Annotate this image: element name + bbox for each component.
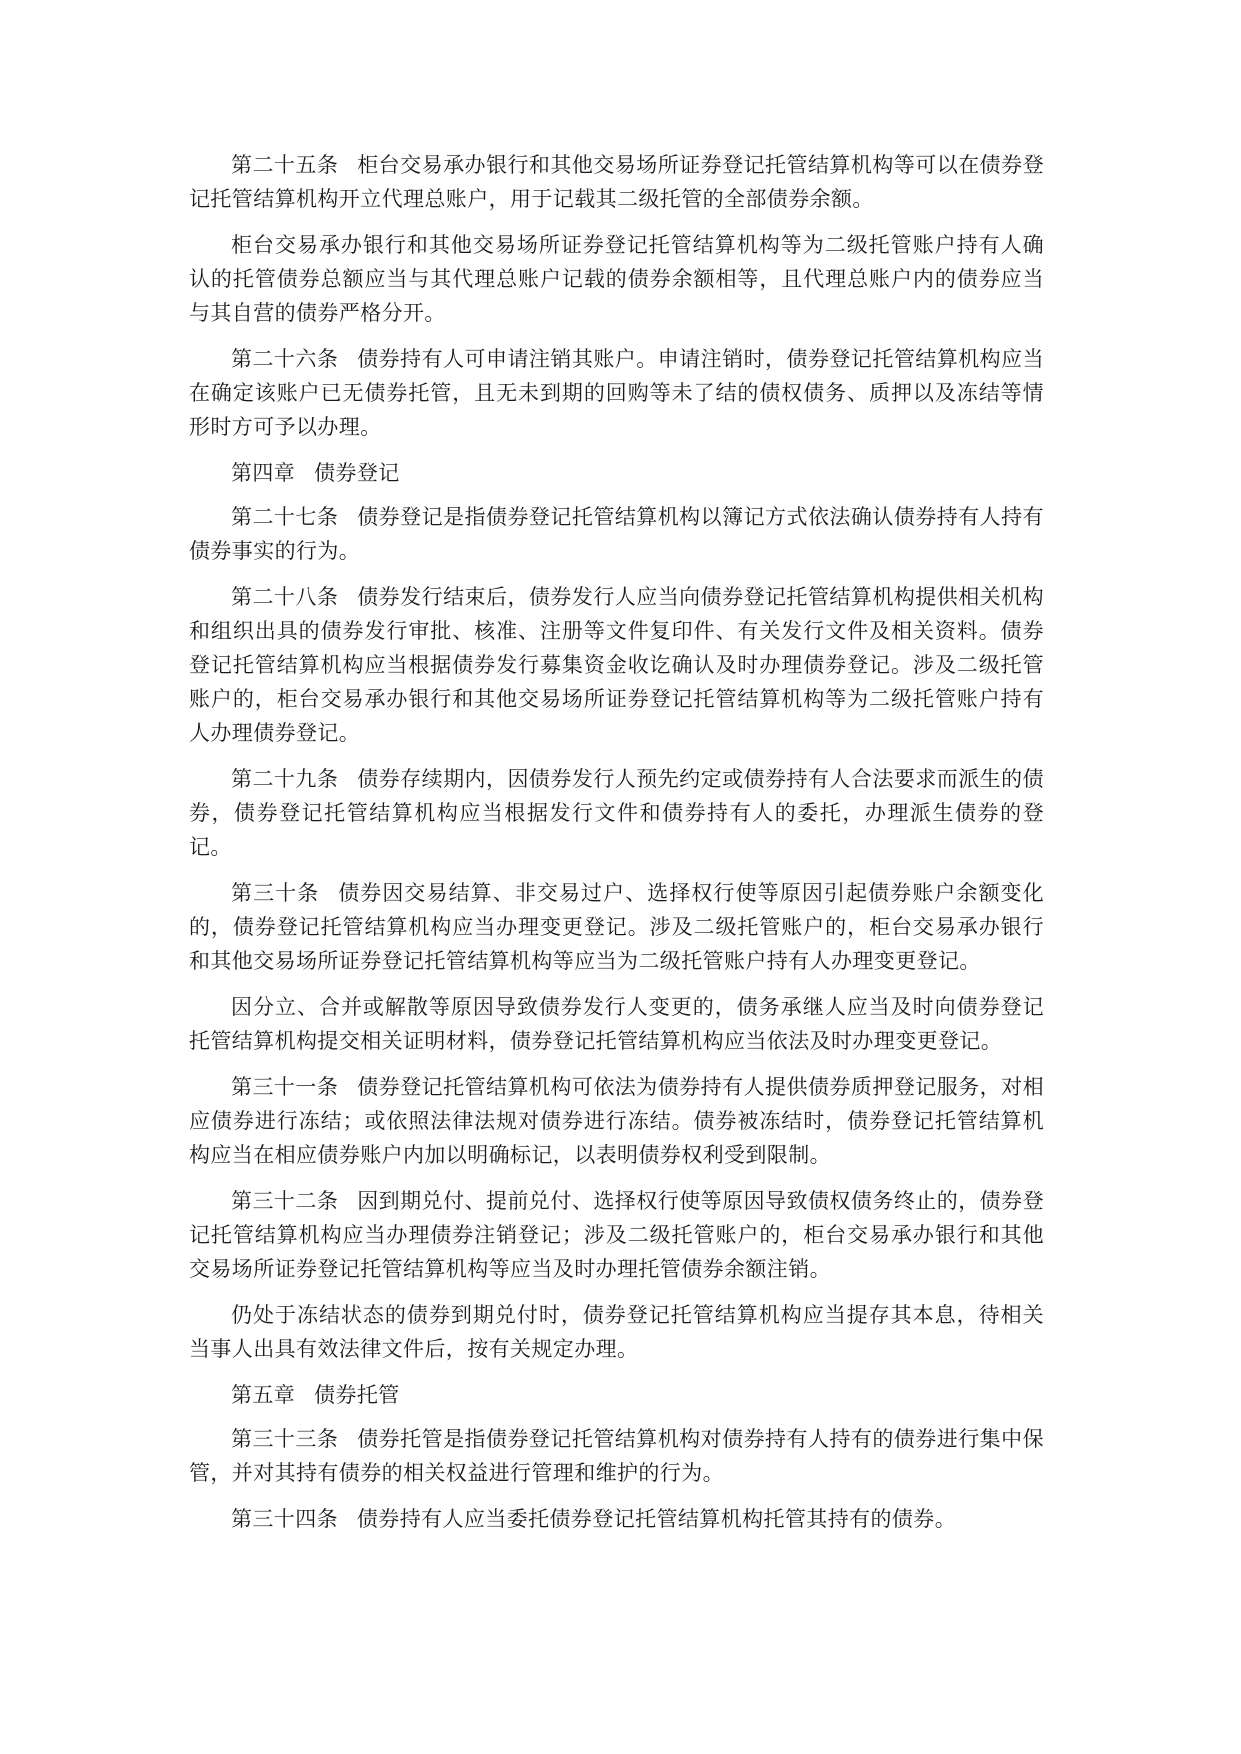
article-label: 第三十四条 <box>231 1507 338 1531</box>
paragraph <box>189 876 1044 978</box>
chapter-title: 债券托管 <box>314 1383 400 1407</box>
paragraph-text: 仍处于冻结状态的债券到期兑付时，债券登记托管结算机构应当提存其本息，待相关当事人出具有效法律文件后，按有关规定办理。 <box>189 1303 1044 1361</box>
paragraph-text: 债券托管是指债券登记托管结算机构对债券持有人持有的债券进行集中保管，并对其持有债券的相关权益进行管理和维护的行为。 <box>189 1427 1045 1485</box>
paragraph-text: 因到期兑付、提前兑付、选择权行使等原因导致债权债务终止的，债券登记托管结算机构应当办理债券注销登记；涉及二级托管账户的，柜台交易承办银行和其他交易场所证券登记托管结算机构等应当及时办理托管债券余额注销。 <box>189 1189 1045 1281</box>
article-label: 第二十七条 <box>231 505 339 529</box>
paragraph <box>189 1422 1044 1490</box>
chapter-heading <box>189 1378 1044 1412</box>
paragraph-text: 债券登记是指债券登记托管结算机构以簿记方式依法确认债券持有人持有债券事实的行为。 <box>189 505 1045 563</box>
chapter-heading <box>189 456 1044 490</box>
chapter-label: 第四章 <box>231 461 296 485</box>
article-label: 第三十条 <box>231 881 320 905</box>
paragraph-text: 柜台交易承办银行和其他交易场所证券登记托管结算机构等为二级托管账户持有人确认的托管债券总额应当与其代理总账户记载的债券余额相等，且代理总账户内的债券应当与其自营的债券严格分开。 <box>189 233 1044 325</box>
paragraph <box>189 1298 1044 1366</box>
chapter-label: 第五章 <box>231 1383 296 1407</box>
paragraph <box>189 1184 1044 1286</box>
paragraph <box>189 228 1044 330</box>
paragraph <box>189 148 1044 216</box>
paragraph <box>189 1502 1044 1536</box>
paragraph <box>189 762 1044 864</box>
article-label: 第二十六条 <box>231 347 339 371</box>
paragraph-text: 因分立、合并或解散等原因导致债券发行人变更的，债务承继人应当及时向债券登记托管结算机构提交相关证明材料，债券登记托管结算机构应当依法及时办理变更登记。 <box>189 995 1044 1053</box>
paragraph <box>189 990 1044 1058</box>
paragraph-text: 债券存续期内，因债券发行人预先约定或债券持有人合法要求而派生的债券，债券登记托管结算机构应当根据发行文件和债券持有人的委托，办理派生债券的登记。 <box>189 767 1045 859</box>
article-label: 第三十一条 <box>231 1075 339 1099</box>
article-label: 第二十八条 <box>231 585 339 609</box>
paragraph-text: 债券发行结束后，债券发行人应当向债券登记托管结算机构提供相关机构和组织出具的债券发行审批、核准、注册等文件复印件、有关发行文件及相关资料。债券登记托管结算机构应当根据债券发行募集资金收讫确认及时办理债券登记。涉及二级托管账户的，柜台交易承办银行和其他交易场所证券登记托管结算机构等为二级托管账户持有人办理债券登记。 <box>189 585 1045 745</box>
article-label: 第三十二条 <box>231 1189 339 1213</box>
paragraph-text: 债券持有人可申请注销其账户。申请注销时，债券登记托管结算机构应当在确定该账户已无债券托管，且无未到期的回购等未了结的债权债务、质押以及冻结等情形时方可予以办理。 <box>189 347 1045 439</box>
paragraph <box>189 500 1044 568</box>
chapter-title: 债券登记 <box>314 461 400 485</box>
article-label: 第二十九条 <box>231 767 339 791</box>
article-label: 第二十五条 <box>231 153 339 177</box>
paragraph <box>189 580 1044 750</box>
document-page <box>189 148 1044 1548</box>
paragraph-text: 债券因交易结算、非交易过户、选择权行使等原因引起债券账户余额变化的，债券登记托管结算机构应当办理变更登记。涉及二级托管账户的，柜台交易承办银行和其他交易场所证券登记托管结算机构等应当为二级托管账户持有人办理变更登记。 <box>189 881 1044 973</box>
paragraph-text: 债券持有人应当委托债券登记托管结算机构托管其持有的债券。 <box>356 1507 957 1531</box>
paragraph <box>189 1070 1044 1172</box>
article-label: 第三十三条 <box>231 1427 339 1451</box>
paragraph-text: 债券登记托管结算机构可依法为债券持有人提供债券质押登记服务，对相应债券进行冻结；或依照法律法规对债券进行冻结。债券被冻结时，债券登记托管结算机构应当在相应债券账户内加以明确标记，以表明债券权利受到限制。 <box>189 1075 1045 1167</box>
paragraph <box>189 342 1044 444</box>
paragraph-text: 柜台交易承办银行和其他交易场所证券登记托管结算机构等可以在债券登记托管结算机构开立代理总账户，用于记载其二级托管的全部债券余额。 <box>189 153 1045 211</box>
